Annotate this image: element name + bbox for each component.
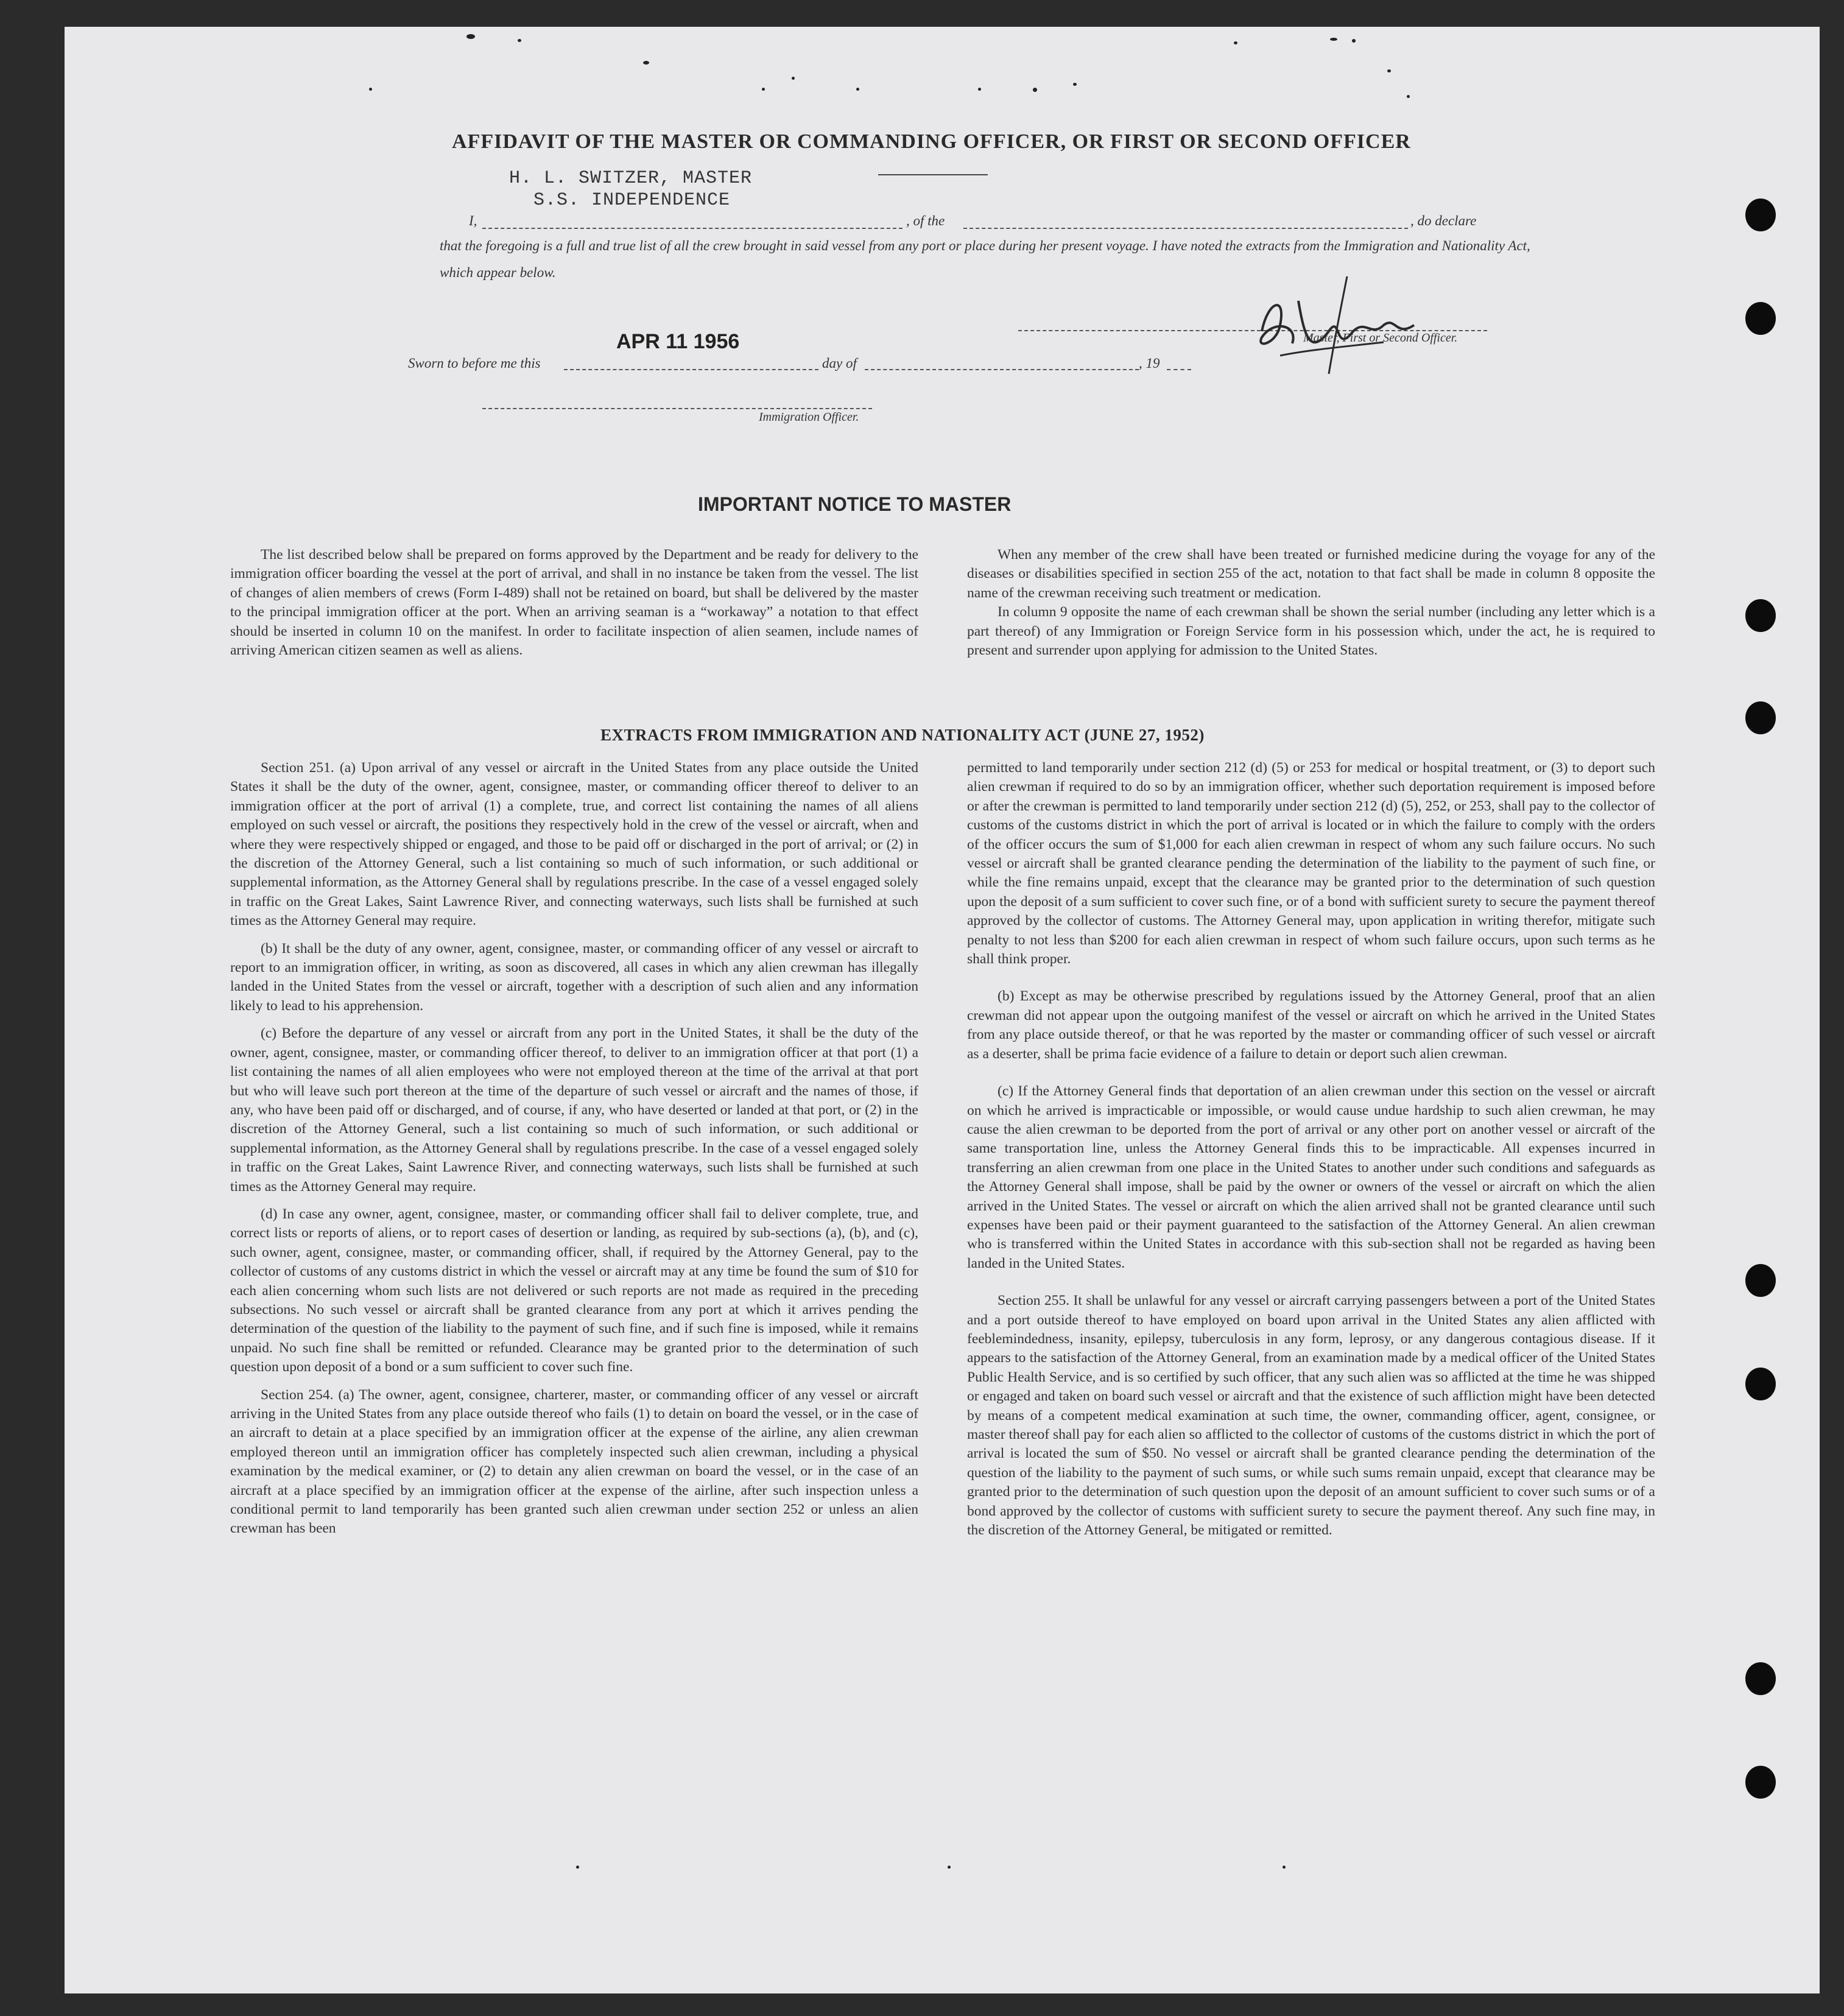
scan-speck — [1234, 41, 1237, 44]
signature-image — [1244, 264, 1438, 380]
scan-speck — [576, 1866, 579, 1869]
binder-hole — [1745, 701, 1776, 734]
extracts-right-column — [967, 759, 1655, 1548]
document-page — [65, 27, 1820, 1993]
scan-speck — [1407, 95, 1410, 98]
scan-speck — [856, 88, 859, 91]
scan-speck — [762, 88, 765, 91]
date-stamp: APR 11 1956 — [616, 330, 740, 353]
binder-hole — [1745, 198, 1776, 231]
signer-label: Master, First or Second Officer. — [1303, 331, 1458, 345]
scan-speck — [518, 39, 521, 42]
scan-speck — [1330, 38, 1337, 41]
declaration-do-declare: , do declare — [1410, 213, 1477, 228]
notice-heading: IMPORTANT NOTICE TO MASTER — [698, 493, 1012, 515]
act-section-paragraph: permitted to land temporarily under section 212 (d) (5) or 253 for medical or hospital treatment, or (3) to deport such alien crewman if required to do so by an immigration officer, whether such deportation requirement is imposed before or after the crewman is permitted to land temporarily under section 212 (d) (5), 252, or 253, shall pay to the collector of customs of the customs district in which the port of arrival is located or in which the failure to comply with the orders of the officer occurs the sum of $1,000 for each alien crewman in respect of whom any such failure occurs. No such vessel or aircraft shall be granted clearance pending the determination of the liability to the payment of such fine, or while the fine remains unpaid, except that the clearance may be granted prior to the determination of such question upon the deposit of a sum sufficient to cover such fine, or of a bond with sufficient surety to secure the payment thereof approved by the collector of customs. The Attorney General may, upon application in writing therefor, mitigate such penalty to not less than $200 for each alien crewman in respect of whom such failure occurs, upon such terms as he shall think proper. — [967, 760, 1655, 968]
binder-hole — [1745, 599, 1776, 632]
scan-speck — [1352, 39, 1356, 43]
sworn-month-blank — [865, 369, 1139, 370]
scan-speck — [1387, 69, 1391, 72]
act-section-paragraph: (b) Except as may be otherwise prescribed by regulations issued by the Attorney General, proof that an alien crewman did not appear upon the outgoing manifest of the vessel or aircraft on which he arrived in the United States from any place outside thereof, or that he was reported by the master or commanding officer of such vessel or aircraft as a deserter, shall be prima facie evidence of a failure to detain or deport such alien crewman. — [967, 988, 1655, 1062]
notice-paragraph: In column 9 opposite the name of each crewman shall be shown the serial number (including any letter which is a part thereof) of any Immigration or Foreign Service form in his possession which, under the act, he is required to present and surrender upon applying for admission to the United States. — [967, 604, 1655, 659]
declaration-i: I, — [469, 213, 477, 228]
notice-right-column — [967, 546, 1655, 669]
act-section-paragraph: Section 254. (a) The owner, agent, consignee, charterer, master, or commanding officer of any vessel or aircraft arriving in the United States from any place outside thereof who fails (1) to detain on board the vessel, or in the case of an aircraft to detain at a place specified by an immigration officer at the expense of the airline, any alien crewman employed thereon until an immigration officer has completely inspected such alien crewman, including a physical examination by the medical examiner, or (2) to detain any alien crewman on board the vessel, or in the case of an aircraft at a place specified by an immigration officer at the expense of the airline, after such inspection unless a conditional permit to land temporarily has been granted such alien crewman under section 252 or unless an alien crewman has been — [230, 1386, 918, 1537]
declaration-text: that the foregoing is a full and true list of all the crew brought in said vessel from any port or place during her present voyage. I have noted the extracts from the Immigration and Nationality Act, which appear below. — [440, 238, 1530, 280]
typed-master-name: H. L. SWITZER, MASTER — [509, 168, 753, 189]
binder-hole — [1745, 302, 1776, 335]
binder-hole — [1745, 1264, 1776, 1297]
notice-paragraph: The list described below shall be prepared on forms approved by the Department and be ready for delivery to the immigration officer boarding the vessel at the port of arrival, and shall in no instance be taken from the vessel. The list of changes of alien members of crews (Form I-489) shall not be retained on board, but shall be delivered by the master to the principal immigration officer at the port. When an arriving seaman is a “workaway” a notation to that effect should be inserted in column 10 on the manifest. In order to facilitate inspection of alien seamen, include names of arriving American citizen seamen as well as aliens. — [230, 547, 918, 659]
scan-speck — [1073, 83, 1077, 86]
vessel-blank — [963, 228, 1408, 229]
notice-left-column — [230, 546, 918, 669]
binder-hole — [1745, 1662, 1776, 1695]
act-section-paragraph: (b) It shall be the duty of any owner, agent, consignee, master, or commanding officer of any vessel or aircraft to report to an immigration officer, in writing, as soon as discovered, all cases in which any alien crewman has illegally landed in the United States from the vessel or aircraft, together with a description of such alien and any information likely to lead to his apprehension. — [230, 940, 918, 1014]
sworn-date-blank — [564, 369, 818, 370]
notice-paragraph: When any member of the crew shall have been treated or furnished medicine during the voyage for any of the diseases or disabilities specified in section 255 of the act, notation to that fact shall be made in column 8 opposite the name of the crewman receiving such treatment or medication. — [967, 547, 1655, 601]
sworn-day-of: day of — [822, 356, 857, 371]
scan-speck — [643, 61, 649, 65]
scan-speck — [792, 77, 795, 80]
typed-vessel-name: S.S. INDEPENDENCE — [533, 190, 731, 211]
affidavit-title: AFFIDAVIT OF THE MASTER OR COMMANDING OFFICER, OR FIRST OR SECOND OFFICER — [452, 130, 1411, 153]
scan-speck — [1033, 88, 1037, 92]
sworn-year-blank — [1167, 369, 1191, 370]
declaration-of-the: , of the — [906, 213, 945, 228]
act-section-paragraph: Section 255. It shall be unlawful for any vessel or aircraft carrying passengers between a port of the United States and a port outside thereof to have employed on board upon arrival in the United States any alien afflicted with feeblemindedness, insanity, epilepsy, tuberculosis in any form, leprosy, or any dangerous contagious disease. If it appears to the satisfaction of the Attorney General, from an examination made by a medical officer of the United States Public Health Service, and is so certified by such officer, that any such alien was so afflicted at the time he was shipped or engaged and taken on board such vessel or aircraft and that the existence of such affliction might have been detected by means of a competent medical examination at such time, the owner, commanding officer, agent, consignee, or master thereof shall pay for each alien so afflicted to the collector of customs of the customs district in which the port of arrival is located the sum of $50. No vessel or aircraft shall be granted clearance pending the determination of the question of the liability to the payment of such sums, or while such sums remain unpaid, except that clearance may be granted prior to the determination of such question upon the deposit of an amount sufficient to cover such sums or of a bond approved by the collector of customs with sufficient surety to secure the payment thereof. Any such fine may, in the discretion of the Attorney General, be mitigated or remitted. — [967, 1293, 1655, 1539]
sworn-prefix: Sworn to before me this — [408, 356, 541, 371]
officer-signature-blank — [482, 408, 872, 409]
extracts-heading: EXTRACTS FROM IMMIGRATION AND NATIONALITY ACT (JUNE 27, 1952) — [600, 726, 1205, 744]
officer-label: Immigration Officer. — [759, 410, 859, 424]
sworn-year: , 19 — [1139, 356, 1160, 371]
scan-speck — [978, 88, 981, 91]
scan-speck — [948, 1866, 951, 1869]
name-blank — [482, 228, 903, 229]
scan-speck — [1283, 1866, 1286, 1869]
scan-speck — [466, 34, 475, 39]
title-rule — [878, 174, 988, 175]
binder-hole — [1745, 1368, 1776, 1400]
act-section-paragraph: Section 251. (a) Upon arrival of any vessel or aircraft in the United States from any place outside the United States it shall be the duty of the owner, agent, consignee, master, or commanding officer thereof to deliver to an immigration officer at the port of arrival (1) a complete, true, and correct list containing the names of all aliens employed on such vessel or aircraft, the positions they respectively hold in the crew of the vessel or aircraft, when and where they were respectively shipped or engaged, and those to be paid off or discharged in the port of arrival; or (2) in the discretion of the Attorney General, such a list containing so much of such information, or such additional or supplemental information, as the Attorney General shall by regulations prescribe. In the case of a vessel engaged solely in traffic on the Great Lakes, Saint Lawrence River, and connecting waterways, such lists shall be furnished at such times as the Attorney General may require. — [230, 760, 918, 929]
act-section-paragraph: (d) In case any owner, agent, consignee, master, or commanding officer shall fail to deliver complete, true, and correct lists or reports of aliens, or to report cases of desertion or landing, as required by sub-sections (a), (b), and (c), such owner, agent, consignee, master, or commanding officer, shall, if required by the Attorney General, pay to the collector of customs of any customs district in which the vessel or aircraft may at any time be found the sum of $10 for each alien concerning whom such lists are not delivered or such reports are not made as required in the preceding subsections. No such vessel or aircraft shall be granted clearance from any port at which it arrives pending the determination of the question of the liability to the payment of such fine, and if such fine is imposed, while it remains unpaid. No such fine shall be remitted or refunded. Clearance may be granted prior to the determination of such question upon deposit of a bond or a sum sufficient to cover such fine. — [230, 1206, 918, 1375]
scan-speck — [369, 88, 372, 91]
act-section-paragraph: (c) Before the departure of any vessel or aircraft from any port in the United States, it shall be the duty of the owner, agent, consignee, master, or commanding officer thereof, to deliver to an immigration officer at that port (1) a list containing the names of all alien employees who were not employed thereon at the time of the arrival at that port but who will leave such port thereon at the time of the departure of such vessel or aircraft and the names of those, if any, who have been paid off or discharged, and of course, if any, who have deserted or landed at that port, or (2) in the discretion of the Attorney General, such a list containing so much of such information, or such additional or supplemental information, as the Attorney General shall by regulations prescribe. In the case of a vessel engaged solely in traffic on the Great Lakes, Saint Lawrence River, and connecting waterways, such lists shall be furnished at such times as the Attorney General may require. — [230, 1025, 918, 1195]
extracts-left-column — [230, 759, 918, 1547]
act-section-paragraph: (c) If the Attorney General finds that deportation of an alien crewman under this section on the vessel or aircraft on which he arrived is impracticable or impossible, or would cause undue hardship to such alien crewman, he may cause the alien crewman to be deported from the port of arrival or any other port on another vessel or aircraft of the same transportation line, unless the Attorney General finds this to be impracticable. All expenses incurred in transferring an alien crewman from one place in the United States to another under such conditions and safeguards as the Attorney General shall impose, shall be paid by the owner or owners of the vessel or aircraft on which the alien arrived in the United States. The vessel or aircraft on which the alien arrived shall not be granted clearance until such expenses have been paid or their payment guaranteed to the satisfaction of the Attorney General. An alien crewman who is transferred within the United States in accordance with this sub-section shall not be regarded as having been landed in the United States. — [967, 1083, 1655, 1271]
binder-hole — [1745, 1766, 1776, 1799]
